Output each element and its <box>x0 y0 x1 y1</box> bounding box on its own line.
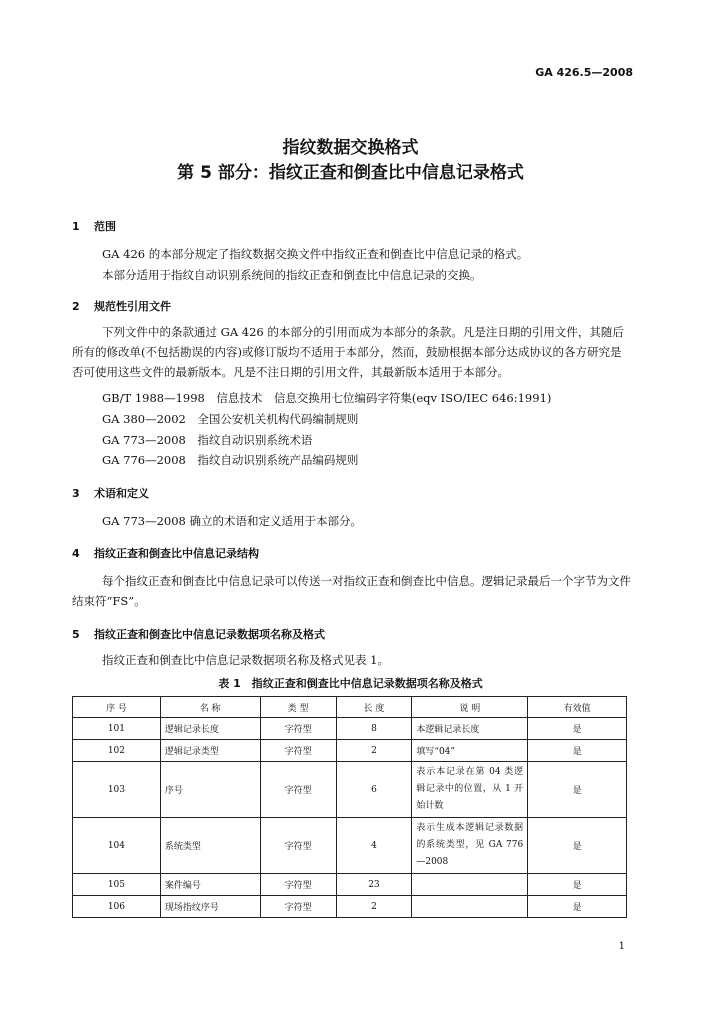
section-number: 5 <box>72 628 80 641</box>
cell-valid: 是 <box>528 718 627 740</box>
page-number: 1 <box>618 941 625 952</box>
cell-name: 现场指纹序号 <box>160 896 260 918</box>
cell-length: 4 <box>336 818 412 874</box>
cell-valid: 是 <box>528 874 627 896</box>
section-title: 范围 <box>94 220 116 233</box>
table-row <box>73 762 627 818</box>
cell-valid: 是 <box>528 818 627 874</box>
reference-item: GA 773—2008 指纹自动识别系统术语 <box>102 433 313 447</box>
table-row <box>73 874 627 896</box>
section-heading-references <box>72 298 171 314</box>
cell-length: 2 <box>336 896 412 918</box>
scope-paragraph-2: 本部分适用于指纹自动识别系统间的指纹正查和倒查比中信息记录的交换。 <box>102 268 482 282</box>
cell-type: 字符型 <box>260 896 336 918</box>
column-header-name: 名 称 <box>160 697 260 718</box>
section-number: 3 <box>72 487 80 500</box>
table-header-row <box>73 697 627 718</box>
table-row <box>73 818 627 874</box>
cell-description: 表示生成本逻辑记录数据的系统类型，见 GA 776—2008 <box>412 818 528 874</box>
section-heading-terms <box>72 485 149 501</box>
table-row <box>73 740 627 762</box>
section-heading-structure <box>72 545 259 561</box>
cell-description <box>412 874 528 896</box>
cell-seq: 105 <box>73 874 161 896</box>
section-heading-format <box>72 626 325 642</box>
cell-seq: 102 <box>73 740 161 762</box>
cell-name: 系统类型 <box>160 818 260 874</box>
format-paragraph: 指纹正查和倒查比中信息记录数据项名称及格式见表 1。 <box>102 653 389 667</box>
references-intro: 下列文件中的条款通过 GA 426 的本部分的引用而成为本部分的条款。凡是注日期的引用文件，其随后所有的修改单(不包括勘误的内容)或修订版均不适用于本部分，然而，鼓励根据本部分达成协议的各方研究是否可使用这些文件的最新版本。凡是不注日期的引用文件，其最新版本适用于本部分。 <box>72 325 624 379</box>
table-caption: 表 1 指纹正查和倒查比中信息记录数据项名称及格式 <box>218 677 483 690</box>
cell-type: 字符型 <box>260 818 336 874</box>
cell-name: 序号 <box>160 762 260 818</box>
cell-seq: 106 <box>73 896 161 918</box>
section-heading-scope <box>72 218 116 234</box>
doc-title: 指纹数据交换格式 <box>282 138 419 158</box>
cell-description: 表示本记录在第 04 类逻辑记录中的位置，从 1 开始计数 <box>412 762 528 818</box>
section-title: 规范性引用文件 <box>94 300 171 313</box>
cell-type: 字符型 <box>260 718 336 740</box>
cell-name: 逻辑记录类型 <box>160 740 260 762</box>
section-title: 指纹正查和倒查比中信息记录数据项名称及格式 <box>94 628 325 641</box>
cell-description: 填写“04” <box>412 740 528 762</box>
cell-seq: 103 <box>73 762 161 818</box>
cell-length: 8 <box>336 718 412 740</box>
column-header-valid: 有效值 <box>528 697 627 718</box>
cell-name: 逻辑记录长度 <box>160 718 260 740</box>
cell-valid: 是 <box>528 740 627 762</box>
cell-valid: 是 <box>528 896 627 918</box>
standard-code: GA 426.5—2008 <box>535 66 633 79</box>
reference-item: GA 380—2002 全国公安机关机构代码编制规则 <box>102 412 359 426</box>
column-header-description: 说 明 <box>412 697 528 718</box>
cell-description <box>412 896 528 918</box>
table-row <box>73 718 627 740</box>
cell-seq: 104 <box>73 818 161 874</box>
cell-length: 6 <box>336 762 412 818</box>
section-title: 指纹正查和倒查比中信息记录结构 <box>94 547 259 560</box>
column-header-length: 长 度 <box>336 697 412 718</box>
section-number: 2 <box>72 300 80 313</box>
column-header-seq: 序 号 <box>73 697 161 718</box>
cell-name: 案件编号 <box>160 874 260 896</box>
cell-type: 字符型 <box>260 740 336 762</box>
cell-length: 23 <box>336 874 412 896</box>
section-title: 术语和定义 <box>94 487 149 500</box>
reference-item: GB/T 1988—1998 信息技术 信息交换用七位编码字符集(eqv ISO/IEC 646:1991) <box>102 391 552 405</box>
cell-type: 字符型 <box>260 762 336 818</box>
reference-item: GA 776—2008 指纹自动识别系统产品编码规则 <box>102 453 359 467</box>
cell-length: 2 <box>336 740 412 762</box>
doc-subtitle: 第 5 部分：指纹正查和倒查比中信息记录格式 <box>177 163 524 183</box>
table-row <box>73 896 627 918</box>
column-header-type: 类 型 <box>260 697 336 718</box>
cell-description: 本逻辑记录长度 <box>412 718 528 740</box>
structure-paragraph: 每个指纹正查和倒查比中信息记录可以传送一对指纹正查和倒查比中信息。逻辑记录最后一个字节为文件结束符“FS”。 <box>72 574 631 608</box>
terms-paragraph: GA 773—2008 确立的术语和定义适用于本部分。 <box>102 514 363 528</box>
scope-paragraph-1: GA 426 的本部分规定了指纹数据交换文件中指纹正查和倒查比中信息记录的格式。 <box>102 247 529 261</box>
cell-type: 字符型 <box>260 874 336 896</box>
section-number: 1 <box>72 220 80 233</box>
cell-valid: 是 <box>528 762 627 818</box>
data-items-table <box>72 696 627 918</box>
cell-seq: 101 <box>73 718 161 740</box>
section-number: 4 <box>72 547 80 560</box>
